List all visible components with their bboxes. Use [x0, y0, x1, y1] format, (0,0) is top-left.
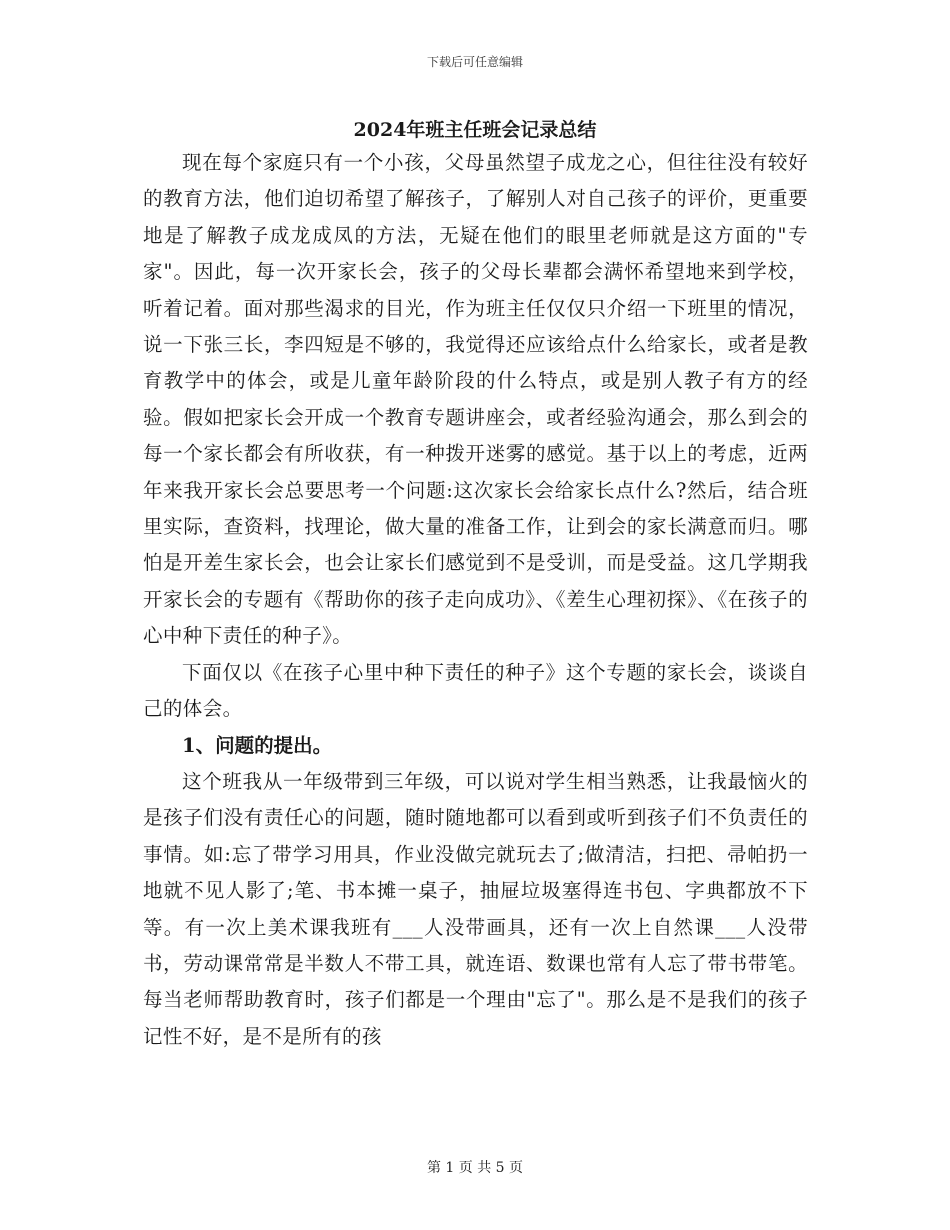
section-heading: 1、问题的提出。	[182, 733, 333, 757]
paragraph-problem: 这个班我从一年级带到三年级，可以说对学生相当熟悉，让我最恼火的是孩子们没有责任心的问题，随时随地都可以看到或听到孩子们不负责任的事情。如:忘了带学习用具，作业没做完就玩去了;做清洁，扫把、帚帕扔一地就不见人影了;笔、书本摊一桌子，抽屉垃圾塞得连书包、字典都放不下等。有一次上美术课我班有___人没带画具，还有一次上自然课___人没带书，劳动课常常是半数人不带工具，就连语、数课也常有人忘了带书带笔。每当老师帮助教育时，孩子们都是一个理由"忘了"。那么是不是我们的孩子记性不好，是不是所有的孩	[143, 769, 808, 1048]
page-footer: 第 1 页 共 5 页	[426, 1160, 524, 1176]
document-title: 2024年班主任班会记录总结	[353, 119, 597, 141]
paragraph-topic: 下面仅以《在孩子心里中种下责任的种子》这个专题的家长会，谈谈自己的体会。	[143, 660, 808, 721]
header-note: 下载后可任意编辑	[426, 55, 523, 69]
document-body	[143, 145, 808, 1055]
paragraph-intro: 现在每个家庭只有一个小孩，父母虽然望子成龙之心，但往往没有较好的教育方法，他们迫切希望了解孩子，了解别人对自己孩子的评价，更重要地是了解教子成龙成凤的方法，无疑在他们的眼里老师就是这方面的"专家"。因此，每一次开家长会，孩子的父母长辈都会满怀希望地来到学校，听着记着。面对那些渴求的目光，作为班主任仅仅只介绍一下班里的情况，说一下张三长，李四短是不够的，我觉得还应该给点什么给家长，或者是教育教学中的体会，或是儿童年龄阶段的什么特点，或是别人教子有方的经验。假如把家长会开成一个教育专题讲座会，或者经验沟通会，那么到会的每一个家长都会有所收获，有一种拨开迷雾的感觉。基于以上的考虑，近两年来我开家长会总要思考一个问题:这次家长会给家长点什么?然后，结合班里实际，查资料，找理论，做大量的准备工作，让到会的家长满意而归。哪怕是开差生家长会，也会让家长们感觉到不是受训，而是受益。这几学期我开家长会的专题有《帮助你的孩子走向成功》、《差生心理初探》、《在孩子的心中种下责任的种子》。	[143, 151, 808, 648]
